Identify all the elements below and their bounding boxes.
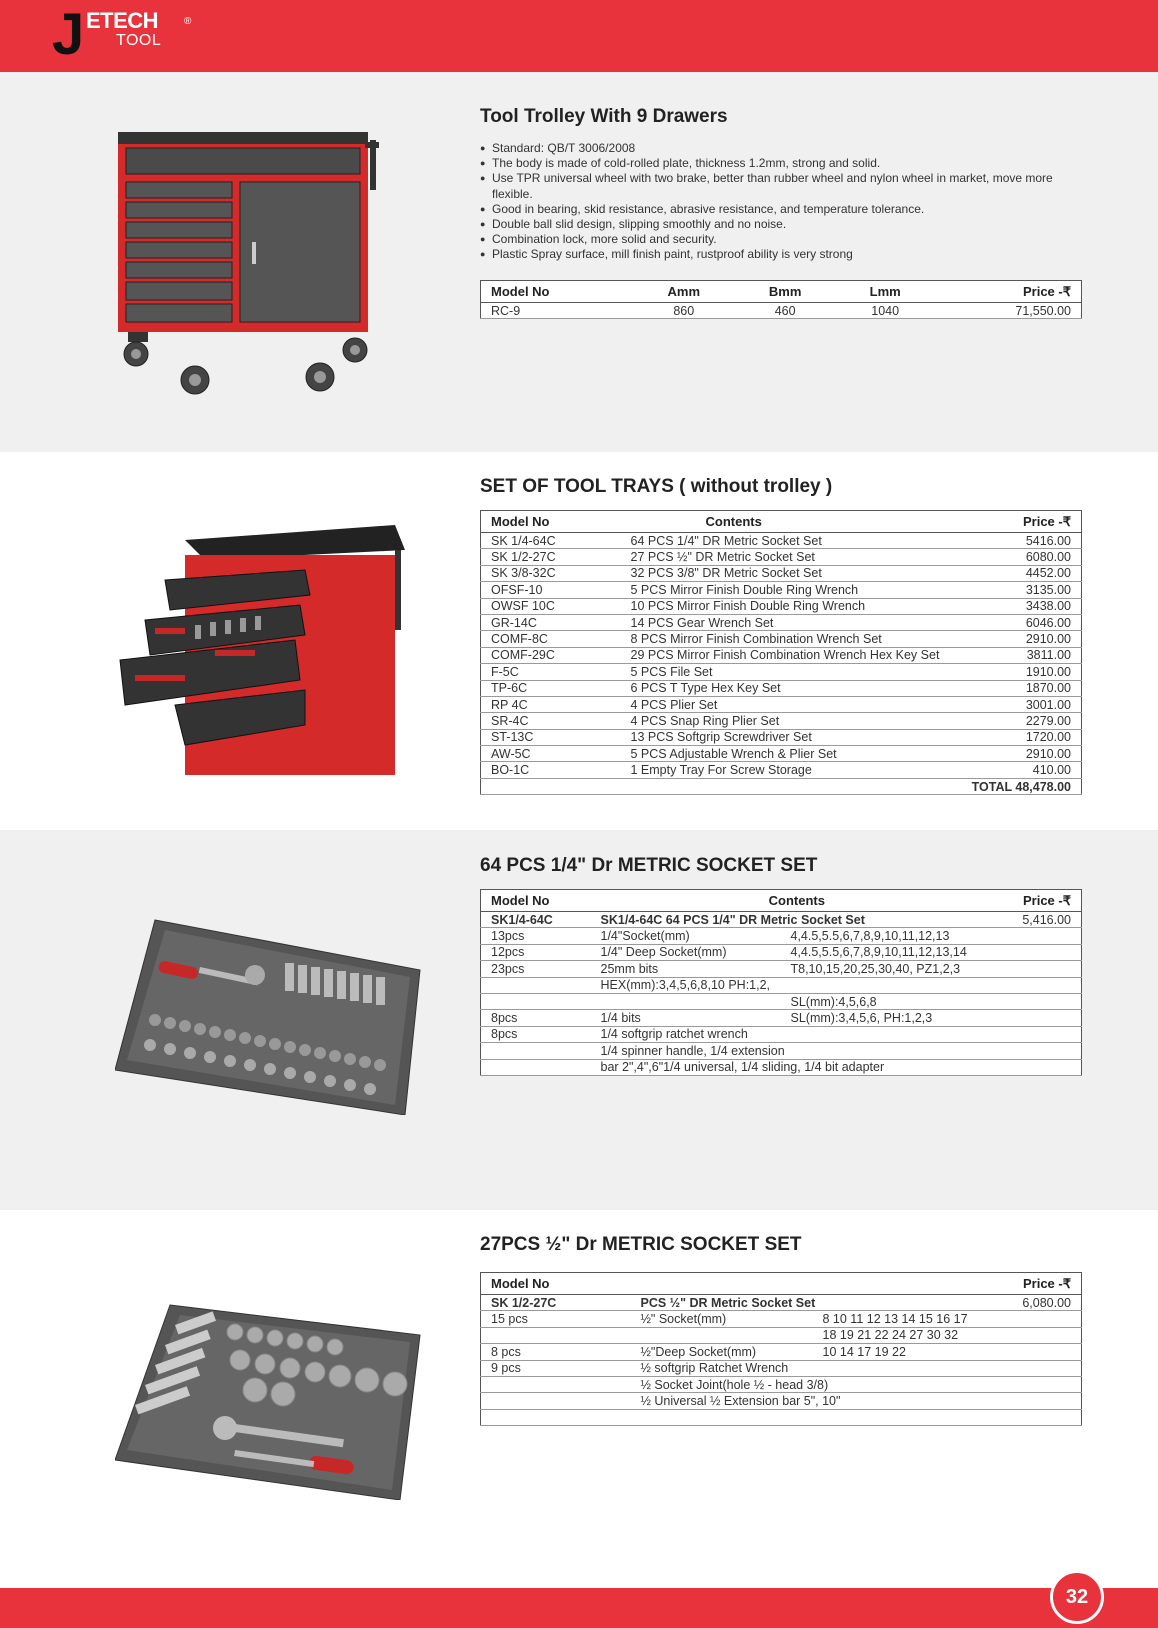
cell: 410.00 — [958, 762, 1081, 778]
cell: ½" Socket(mm) — [631, 1311, 813, 1327]
trolley-image — [110, 122, 385, 402]
cell: OWSF 10C — [481, 598, 621, 614]
cell — [481, 1376, 631, 1392]
cell: 9 pcs — [481, 1360, 631, 1376]
cell — [481, 1043, 591, 1059]
cell — [1002, 1393, 1081, 1409]
socket-27-table — [480, 1272, 1082, 1426]
cell — [1003, 944, 1081, 960]
table-row — [481, 680, 1082, 696]
table-row — [481, 664, 1082, 680]
cell: 29 PCS Mirror Finish Combination Wrench Hex Key Set — [621, 647, 959, 663]
cell: 6,080.00 — [1002, 1295, 1081, 1311]
cell: 10 PCS Mirror Finish Double Ring Wrench — [621, 598, 959, 614]
cell: 6046.00 — [958, 614, 1081, 630]
cell: 2279.00 — [958, 713, 1081, 729]
table-row — [481, 944, 1082, 960]
feature-item: ● Combination lock, more solid and security. — [480, 232, 1060, 247]
cell — [1003, 977, 1081, 993]
trolley-table — [480, 280, 1082, 319]
cell — [1002, 1376, 1081, 1392]
table-row — [481, 549, 1082, 565]
logo-name: ETECH — [86, 8, 159, 33]
cell: RP 4C — [481, 696, 621, 712]
cell: ½ Socket Joint(hole ½ - head 3/8) — [631, 1376, 1003, 1392]
cell — [481, 1393, 631, 1409]
table-row — [481, 713, 1082, 729]
col-price: Price -₹ — [934, 281, 1081, 303]
table-row — [481, 582, 1082, 598]
table-row — [481, 303, 1082, 319]
feature-item: ● Standard: QB/T 3006/2008 — [480, 141, 1060, 156]
socket-64-title: 64 PCS 1/4" Dr METRIC SOCKET SET — [480, 855, 818, 876]
cell: 460 — [734, 303, 835, 319]
feature-item: ● Use TPR universal wheel with two brake, better than rubber wheel and nylon wheel in market, move more flexible. — [480, 171, 1060, 201]
cell: 13pcs — [481, 928, 591, 944]
cell — [1003, 1059, 1081, 1075]
logo-registered: ® — [184, 16, 192, 27]
cell — [481, 993, 591, 1009]
table-row — [481, 1344, 1082, 1360]
cell: 15 pcs — [481, 1311, 631, 1327]
cell: 32 PCS 3/8" DR Metric Socket Set — [621, 565, 959, 581]
cell: 27 PCS ½" DR Metric Socket Set — [621, 549, 959, 565]
cell — [1002, 1344, 1081, 1360]
cell: 1870.00 — [958, 680, 1081, 696]
table-row — [481, 1059, 1082, 1075]
feature-item: ● The body is made of cold-rolled plate, thickness 1.2mm, strong and solid. — [480, 156, 1060, 171]
col-detail — [813, 1273, 1003, 1295]
table-row — [481, 565, 1082, 581]
cell: 1 Empty Tray For Screw Storage — [621, 762, 959, 778]
cell: 3001.00 — [958, 696, 1081, 712]
socket-64-image — [115, 915, 430, 1115]
cell — [631, 1409, 1003, 1425]
brand-logo[interactable] — [52, 2, 212, 67]
table-row — [481, 729, 1082, 745]
cell: 71,550.00 — [934, 303, 1081, 319]
footer-bar — [0, 1588, 1158, 1628]
col-price: Price -₹ — [958, 511, 1081, 533]
table-row — [481, 1393, 1082, 1409]
cell: 860 — [633, 303, 734, 319]
cell: 3811.00 — [958, 647, 1081, 663]
cell: 4,4.5,5.5,6,7,8,9,10,11,12,13 — [781, 928, 1004, 944]
cell: 4 PCS Snap Ring Plier Set — [621, 713, 959, 729]
col-model: Model No — [481, 1273, 631, 1295]
cell: SK 1/2-27C — [481, 1295, 631, 1311]
logo-sub: TOOL — [116, 32, 162, 49]
table-row — [481, 1295, 1082, 1311]
table-row — [481, 614, 1082, 630]
trays-title: SET OF TOOL TRAYS ( without trolley ) — [480, 476, 833, 497]
cell: SK1/4-64C — [481, 912, 591, 928]
cell — [1002, 1311, 1081, 1327]
col-a: Amm — [633, 281, 734, 303]
cell: 8pcs — [481, 1010, 591, 1026]
cell: AW-5C — [481, 746, 621, 762]
socket-27-title: 27PCS ½" Dr METRIC SOCKET SET — [480, 1234, 802, 1255]
cell — [1003, 928, 1081, 944]
table-row — [481, 533, 1082, 549]
cell: 5416.00 — [958, 533, 1081, 549]
cell: SK 1/4-64C — [481, 533, 621, 549]
total: TOTAL 48,478.00 — [958, 778, 1081, 794]
table-row — [481, 762, 1082, 778]
tool-trays-image — [115, 510, 405, 780]
cell: 5 PCS File Set — [621, 664, 959, 680]
cell: 1/4 spinner handle, 1/4 extension — [591, 1043, 1004, 1059]
cell: 1/4" Deep Socket(mm) — [591, 944, 781, 960]
table-row — [481, 993, 1082, 1009]
table-row — [481, 1043, 1082, 1059]
cell: COMF-29C — [481, 647, 621, 663]
col-l: Lmm — [836, 281, 935, 303]
cell: SL(mm):4,5,6,8 — [781, 993, 1004, 1009]
cell: 12pcs — [481, 944, 591, 960]
trolley-title: Tool Trolley With 9 Drawers — [480, 106, 728, 127]
cell: 8 pcs — [481, 1344, 631, 1360]
header-bar — [0, 0, 1158, 72]
trolley-features — [480, 141, 1060, 263]
cell — [481, 1327, 631, 1343]
cell: 5 PCS Adjustable Wrench & Plier Set — [621, 746, 959, 762]
cell: 8 10 11 12 13 14 15 16 17 — [813, 1311, 1003, 1327]
table-row — [481, 1026, 1082, 1042]
cell: 4 PCS Plier Set — [621, 696, 959, 712]
cell: 1/4"Socket(mm) — [591, 928, 781, 944]
table-row — [481, 598, 1082, 614]
table-row — [481, 631, 1082, 647]
feature-item: ● Double ball slid design, slipping smoothly and no noise. — [480, 217, 1060, 232]
table-row — [481, 977, 1082, 993]
cell: F-5C — [481, 664, 621, 680]
cell: 1/4 bits — [591, 1010, 781, 1026]
cell: 1720.00 — [958, 729, 1081, 745]
cell: ST-13C — [481, 729, 621, 745]
cell: 1040 — [836, 303, 935, 319]
col-model: Model No — [481, 890, 591, 912]
cell: bar 2",4",6"1/4 universal, 1/4 sliding, 1/4 bit adapter — [591, 1059, 1004, 1075]
cell: GR-14C — [481, 614, 621, 630]
cell: 23pcs — [481, 961, 591, 977]
col-model: Model No — [481, 281, 634, 303]
table-row — [481, 1360, 1082, 1376]
table-row — [481, 746, 1082, 762]
socket-64-table — [480, 889, 1082, 1076]
col-model: Model No — [481, 511, 621, 533]
cell: 8 PCS Mirror Finish Combination Wrench Set — [621, 631, 959, 647]
cell: 14 PCS Gear Wrench Set — [621, 614, 959, 630]
cell — [1003, 1010, 1081, 1026]
cell — [1002, 1327, 1081, 1343]
cell: SL(mm):3,4,5,6, PH:1,2,3 — [781, 1010, 1004, 1026]
cell: ½"Deep Socket(mm) — [631, 1344, 813, 1360]
cell: 2910.00 — [958, 631, 1081, 647]
cell: OFSF-10 — [481, 582, 621, 598]
cell: 3135.00 — [958, 582, 1081, 598]
cell: BO-1C — [481, 762, 621, 778]
cell: ½ softgrip Ratchet Wrench — [631, 1360, 1003, 1376]
socket-27-image — [115, 1300, 425, 1500]
logo-letter: J — [52, 2, 85, 67]
table-row — [481, 961, 1082, 977]
cell: T8,10,15,20,25,30,40, PZ1,2,3 — [781, 961, 1004, 977]
cell: SK1/4-64C 64 PCS 1/4" DR Metric Socket Set — [591, 912, 1004, 928]
col-b: Bmm — [734, 281, 835, 303]
col-contents: Contents — [591, 890, 1004, 912]
cell — [631, 1327, 813, 1343]
cell — [1003, 1026, 1081, 1042]
feature-item: ● Good in bearing, skid resistance, abrasive resistance, and temperature tolerance. — [480, 202, 1060, 217]
col-contents — [631, 1273, 813, 1295]
cell: 5,416.00 — [1003, 912, 1081, 928]
page-number: 32 — [1050, 1570, 1104, 1624]
cell: 8pcs — [481, 1026, 591, 1042]
cell: SK 3/8-32C — [481, 565, 621, 581]
cell: PCS ½" DR Metric Socket Set — [631, 1295, 1003, 1311]
cell: TP-6C — [481, 680, 621, 696]
cell — [481, 1409, 631, 1425]
table-row — [481, 696, 1082, 712]
table-row — [481, 1327, 1082, 1343]
total-row — [481, 778, 1082, 794]
cell — [481, 977, 591, 993]
cell — [1003, 993, 1081, 1009]
cell: 6080.00 — [958, 549, 1081, 565]
cell: 3438.00 — [958, 598, 1081, 614]
cell: RC-9 — [481, 303, 634, 319]
cell: 13 PCS Softgrip Screwdriver Set — [621, 729, 959, 745]
cell: SK 1/2-27C — [481, 549, 621, 565]
cell: 4,4.5,5.5,6,7,8,9,10,11,12,13,14 — [781, 944, 1004, 960]
cell: 5 PCS Mirror Finish Double Ring Wrench — [621, 582, 959, 598]
cell: 1/4 softgrip ratchet wrench — [591, 1026, 1004, 1042]
cell: 10 14 17 19 22 — [813, 1344, 1003, 1360]
cell — [1003, 961, 1081, 977]
cell — [1002, 1360, 1081, 1376]
col-price: Price -₹ — [1003, 890, 1081, 912]
table-row — [481, 1376, 1082, 1392]
cell: 2910.00 — [958, 746, 1081, 762]
table-row — [481, 647, 1082, 663]
cell: SR-4C — [481, 713, 621, 729]
table-row — [481, 928, 1082, 944]
cell — [1003, 1043, 1081, 1059]
trays-table — [480, 510, 1082, 795]
col-price: Price -₹ — [1002, 1273, 1081, 1295]
cell: 1910.00 — [958, 664, 1081, 680]
table-row — [481, 1409, 1082, 1425]
cell — [1002, 1409, 1081, 1425]
cell: 25mm bits — [591, 961, 781, 977]
cell: 64 PCS 1/4" DR Metric Socket Set — [621, 533, 959, 549]
cell — [591, 993, 781, 1009]
cell — [481, 1059, 591, 1075]
cell: 6 PCS T Type Hex Key Set — [621, 680, 959, 696]
cell: HEX(mm):3,4,5,6,8,10 PH:1,2, — [591, 977, 1004, 993]
cell: 18 19 21 22 24 27 30 32 — [813, 1327, 1003, 1343]
cell: ½ Universal ½ Extension bar 5", 10" — [631, 1393, 1003, 1409]
table-row — [481, 1311, 1082, 1327]
cell: COMF-8C — [481, 631, 621, 647]
table-row — [481, 912, 1082, 928]
table-row — [481, 1010, 1082, 1026]
col-contents: Contents — [621, 511, 959, 533]
feature-item: ● Plastic Spray surface, mill finish paint, rustproof ability is very strong — [480, 247, 1060, 262]
cell: 4452.00 — [958, 565, 1081, 581]
